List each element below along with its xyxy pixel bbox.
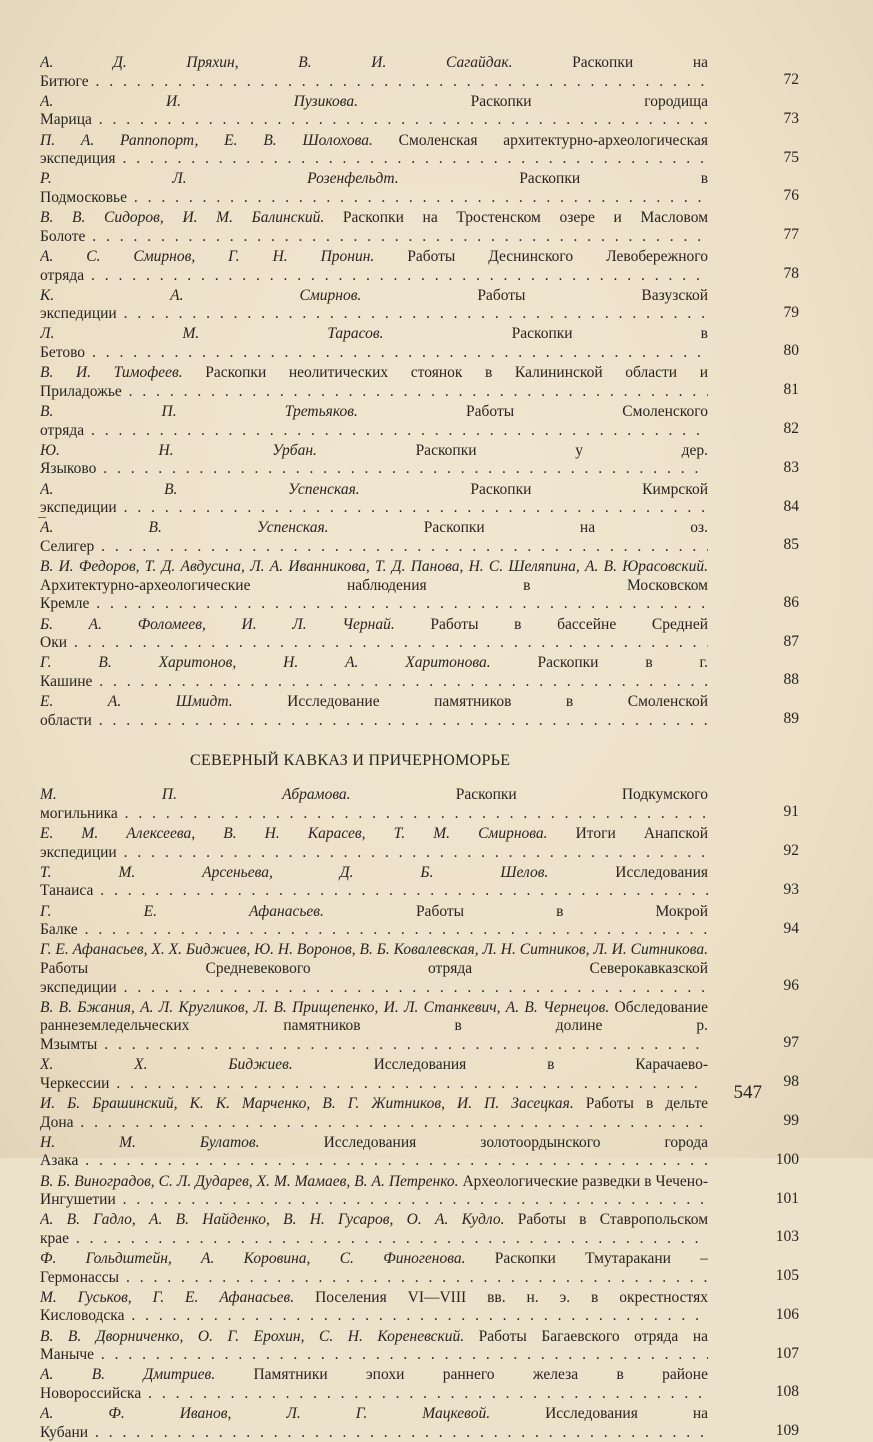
entry-page-number: 99 — [783, 1111, 799, 1129]
toc-entry — [40, 170, 799, 207]
entry-authors: Б. А. Фоломеев, И. Л. Чернай. — [40, 615, 395, 633]
toc-entry-text — [40, 1211, 708, 1248]
entry-authors: Е. А. Шмидт. — [40, 693, 233, 711]
toc-entry — [40, 941, 799, 997]
entry-title: Поселения VI—VIII вв. н. э. в окрестностях Кисловодска . . . — [40, 1289, 708, 1325]
entry-page-number: 92 — [783, 842, 799, 860]
entry-title: Работы Багаевского отряда на Маныче . . . — [40, 1328, 708, 1364]
entry-title: Работы в дельте Дона . . . — [40, 1095, 708, 1131]
entry-page-number: 75 — [783, 148, 799, 166]
toc-entry-text — [40, 54, 708, 91]
entry-page-number: 79 — [783, 303, 799, 321]
toc-entry — [40, 480, 799, 518]
entry-authors: В. И. Федоров, Т. Д. Авдусина, Л. А. Иванникова, Т. Д. Панова, Н. С. Шеляпина, А. В. Юрасовский. — [40, 558, 708, 576]
entry-authors: Ф. Гольдштейн, А. Коровина, С. Финогенова. — [40, 1250, 466, 1268]
entry-authors: Х. Х. Биджиев. — [40, 1056, 293, 1074]
entry-title: Раскопки Кимрской экспедиции . . . — [40, 481, 708, 517]
toc-entry — [40, 247, 799, 285]
entry-page-number: 105 — [775, 1267, 799, 1285]
toc-entry — [40, 1366, 799, 1403]
entry-page-number: 86 — [783, 593, 799, 611]
toc-entry-text — [40, 864, 708, 901]
entry-title: Раскопки на Битюге . . . — [40, 54, 708, 90]
entry-authors: П. А. Раппопорт, Е. В. Шолохова. — [40, 131, 373, 149]
entry-page-number: 109 — [775, 1422, 799, 1440]
entry-authors: Т. М. Арсеньева, Д. Б. Шелов. — [40, 863, 549, 881]
toc-entry-text — [40, 1328, 708, 1365]
toc-entry — [40, 825, 799, 862]
entry-page-number: 93 — [783, 880, 799, 898]
toc-entry — [40, 519, 799, 556]
toc-section-central — [40, 54, 799, 730]
entry-authors: А. В. Успенская. — [40, 519, 329, 537]
entry-page-number: 82 — [783, 420, 799, 438]
entry-title: Раскопки на оз. Селигер . . . — [40, 519, 708, 555]
toc-entry-text — [40, 1250, 708, 1287]
entry-authors: А. В. Дмитриев. — [40, 1366, 216, 1384]
entry-authors: Г. В. Харитонов, Н. А. Харитонова. — [40, 654, 491, 672]
entry-page-number: 94 — [783, 919, 799, 937]
entry-title: Исследования в Карачаево-Черкессии . . . — [40, 1056, 708, 1092]
entry-title: Исследования на Кубани . . . — [40, 1405, 708, 1441]
toc-entry-text — [40, 1095, 708, 1132]
entry-page-number: 72 — [783, 71, 799, 88]
entry-authors: В. В. Сидоров, И. М. Балинский. — [40, 209, 325, 227]
entry-title: Исследования Танаиса . . . — [40, 864, 708, 900]
margin-mark — [38, 517, 46, 518]
toc-entry-text — [40, 941, 708, 997]
entry-page-number: 89 — [783, 710, 799, 728]
entry-authors: А. С. Смирнов, Г. Н. Пронин. — [40, 247, 375, 265]
toc-entry — [40, 441, 799, 479]
toc-entry — [40, 1094, 799, 1132]
toc-entry — [40, 131, 799, 169]
entry-page-number: 96 — [783, 977, 799, 994]
entry-authors: А. Ф. Иванов, Л. Г. Мацкевой. — [40, 1405, 491, 1423]
entry-title: Раскопки Подкумского могильника . . . — [40, 786, 708, 822]
toc-entry-text — [40, 1289, 708, 1326]
toc-entry-text — [40, 825, 708, 862]
toc-entry-text — [40, 558, 708, 614]
entry-title: Обследование раннеземледельческих памятников в долине р. Мзымты . . . — [40, 999, 708, 1053]
toc-entry-text — [40, 1173, 708, 1210]
toc-entry — [40, 209, 799, 246]
entry-title: Архитектурно-археологические наблюдения в Московском Кремле . . . — [40, 577, 708, 613]
page-number: 547 — [733, 1082, 762, 1103]
entry-page-number: 80 — [783, 342, 799, 360]
toc-entry — [40, 54, 799, 91]
entry-authors: Л. М. Тарасов. — [40, 325, 384, 343]
entry-title: Раскопки на Тростенском озере и Масловом Болоте . . . — [40, 209, 708, 245]
toc-entry — [40, 1172, 799, 1210]
entry-title: Раскопки в Бетово . . . — [40, 325, 708, 361]
entry-authors: М. П. Абрамова. — [40, 786, 351, 804]
toc-entry-text — [40, 209, 708, 246]
entry-title: Работы Смоленского отряда . . . — [40, 403, 708, 439]
entry-authors: А. В. Гадло, А. В. Найденко, В. Н. Гусаров, О. А. Кудло. — [40, 1211, 505, 1229]
entry-authors: М. Гуськов, Г. Е. Афанасьев. — [40, 1288, 295, 1306]
entry-page-number: 98 — [783, 1073, 799, 1091]
toc-entry-text — [40, 364, 708, 401]
entry-page-number: 81 — [783, 381, 799, 399]
toc-entry-text — [40, 481, 708, 518]
toc-entry — [40, 1211, 799, 1248]
entry-page-number: 103 — [775, 1228, 799, 1246]
entry-title: Итоги Анапской экспедиции . . . — [40, 825, 708, 861]
entry-authors: А. И. Пузикова. — [40, 92, 358, 110]
entry-authors: Н. М. Булатов. — [40, 1133, 260, 1151]
entry-title: Раскопки у дер. Языково . . . — [40, 442, 708, 478]
toc-entry — [40, 403, 799, 440]
toc-entry — [40, 693, 799, 730]
toc-entry — [40, 863, 799, 901]
toc-entry — [40, 1327, 799, 1365]
entry-title: Исследования золотоордынского города Азака . . . — [40, 1134, 708, 1170]
entry-page-number: 78 — [783, 264, 799, 282]
toc-entry — [40, 364, 799, 401]
toc-entry-text — [40, 654, 708, 691]
entry-page-number: 87 — [783, 632, 799, 650]
toc-entry — [40, 1405, 799, 1442]
section-heading: СЕВЕРНЫЙ КАВКАЗ И ПРИЧЕРНОМОРЬЕ — [190, 752, 511, 770]
entry-page-number: 101 — [775, 1189, 799, 1207]
entry-title: Раскопки городища Марица . . . — [40, 93, 708, 129]
toc-entry-text — [40, 93, 708, 130]
entry-authors: А. В. Успенская. — [40, 480, 360, 498]
toc-entry — [40, 998, 799, 1055]
toc-entry — [40, 786, 799, 823]
entry-authors: Ю. Н. Урбан. — [40, 441, 317, 459]
entry-authors: В. В. Дворниченко, О. Г. Ерохин, С. Н. Кореневский. — [40, 1327, 465, 1345]
entry-title: Раскопки в г. Кашине . . . — [40, 654, 708, 690]
entry-title: Раскопки неолитических стоянок в Калининской области и Приладожье . . . — [40, 364, 708, 400]
entry-title: Раскопки Тмутаракани – Гермонассы . . . — [40, 1250, 708, 1286]
entry-page-number: 73 — [783, 109, 799, 127]
toc-entry — [40, 1288, 799, 1326]
entry-title: Работы Вазузской экспедиции . . . — [40, 287, 708, 323]
toc-entry — [40, 92, 799, 130]
entry-authors: Е. М. Алексеева, В. Н. Карасев, Т. М. Смирнова. — [40, 825, 548, 843]
entry-page-number: 97 — [783, 1034, 799, 1052]
toc-entry-text — [40, 442, 708, 479]
entry-page-number: 107 — [775, 1344, 799, 1362]
entry-page-number: 108 — [775, 1383, 799, 1401]
toc-entry — [40, 1250, 799, 1287]
entry-page-number: 88 — [783, 671, 799, 689]
toc-entry-text — [40, 170, 708, 207]
entry-title: Работы в Мокрой Балке . . . — [40, 903, 708, 939]
entry-page-number: 106 — [775, 1305, 799, 1323]
entry-authors: К. А. Смирнов. — [40, 286, 362, 304]
entry-page-number: 91 — [783, 803, 799, 821]
toc-entry-text — [40, 1405, 708, 1442]
entry-title: Раскопки в Подмосковье . . . — [40, 170, 708, 206]
entry-title: Работы Средневекового отряда Северокавказской экспедиции . . . — [40, 960, 708, 996]
entry-page-number: 77 — [783, 226, 799, 244]
toc-entry — [40, 615, 799, 653]
entry-page-number: 83 — [783, 458, 799, 476]
entry-title: Археологические разведки в Чечено-Ингушетии . . . — [40, 1173, 708, 1209]
entry-authors: А. Д. Пряхин, В. И. Сагайдак. — [40, 54, 513, 71]
toc-entry-text — [40, 403, 708, 440]
toc-entry — [40, 325, 799, 362]
entry-title: Памятники эпохи раннего железа в районе Новороссийска . . . — [40, 1366, 708, 1402]
entry-authors: Р. Л. Розенфельдт. — [40, 170, 399, 188]
entry-title: Работы Деснинского Левобережного отряда . . . — [40, 248, 708, 284]
entry-authors: Г. Е. Афанасьев. — [40, 902, 324, 920]
entry-authors: И. Б. Брашинский, К. К. Марченко, В. Г. Житников, И. П. Засецкая. — [40, 1094, 574, 1112]
entry-authors: В. П. Третьяков. — [40, 403, 358, 421]
toc-entry — [40, 1133, 799, 1171]
toc-entry — [40, 558, 799, 614]
toc-entry-text — [40, 1366, 708, 1403]
toc-entry-text — [40, 519, 708, 556]
toc-entry — [40, 654, 799, 691]
entry-page-number: 76 — [783, 187, 799, 205]
toc-entry-text — [40, 999, 708, 1055]
entry-authors: Г. Е. Афанасьев, Х. Х. Биджиев, Ю. Н. Воронов, В. Б. Ковалевская, Л. Н. Ситников, Л. И. Ситникова. — [40, 941, 708, 959]
entry-authors: В. Б. Виноградов, С. Л. Дударев, Х. М. Мамаев, В. А. Петренко. — [40, 1172, 459, 1190]
toc-entry-text — [40, 287, 708, 324]
entry-title: Работы в бассейне Средней Оки . . . — [40, 616, 708, 652]
toc-entry-text — [40, 693, 708, 730]
entry-page-number: 84 — [783, 497, 799, 515]
entry-page-number: 100 — [775, 1150, 799, 1168]
entry-title: Исследование памятников в Смоленской области . . . — [40, 693, 708, 729]
toc-entry-text — [40, 1134, 708, 1171]
toc-entry-text — [40, 786, 708, 823]
toc-entry-text — [40, 132, 708, 169]
toc-entry-text — [40, 1056, 708, 1093]
entry-title: Работы в Ставропольском крае . . . — [40, 1211, 708, 1247]
entry-authors: В. В. Бжания, А. Л. Кругликов, Л. В. Прищепенко, И. Л. Станкевич, А. В. Чернецов. — [40, 998, 610, 1016]
entry-page-number: 85 — [783, 536, 799, 554]
entry-title: Смоленская архитектурно-археологическая экспедиция . . . — [40, 132, 708, 168]
entry-authors: В. И. Тимофеев. — [40, 364, 183, 382]
toc-entry-text — [40, 248, 708, 285]
toc-entry — [40, 902, 799, 940]
toc-entry-text — [40, 325, 708, 362]
toc-entry — [40, 286, 799, 324]
toc-entry-text — [40, 616, 708, 653]
toc-entry-text — [40, 903, 708, 940]
